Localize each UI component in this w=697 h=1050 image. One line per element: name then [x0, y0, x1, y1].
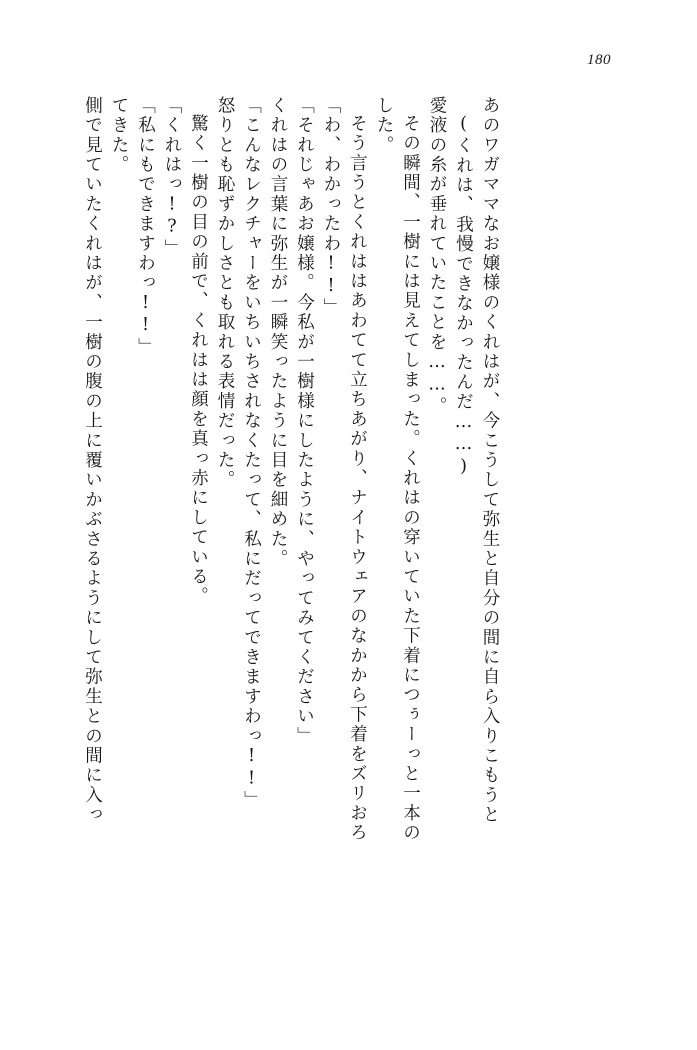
text-line: した。 — [374, 96, 394, 156]
text-line: 「私にもできますわっ!!」 — [135, 96, 156, 358]
text-line: 「こんなレクチャーをいちいちされなくたって、私にだってできますわっ!!」 — [241, 96, 262, 811]
page-number: 180 — [587, 52, 611, 68]
vertical-text-block — [74, 96, 619, 981]
text-line: あのワガママなお嬢様のくれはが、今こうして弥生と自分の間に自ら入りこもうと — [480, 96, 500, 825]
text-line: 驚く一樹の目の前で、くれはは顔を真っ赤にしている。 — [188, 114, 209, 607]
text-line: 側で見ていたくれはが、一樹の腹の上に覆いかぶさるようにして弥生との間に入っ — [82, 96, 103, 825]
text-line: 「それじゃあお嬢様。今私が一樹様にしたように、やってみてください」 — [294, 96, 315, 747]
text-line: (くれは、我慢できなかったんだ……) — [453, 114, 474, 479]
text-line: その瞬間、一樹には見えてしまった。くれはの穿いていた下着につぅーっと一本の — [400, 114, 421, 843]
text-line: 「くれはっ!?」 — [162, 96, 182, 259]
text-line: 「わ、わかったわ!!」 — [321, 96, 341, 318]
text-line: 怒りとも恥ずかしさとも取れる表情だった。 — [215, 96, 235, 490]
text-line: てきた。 — [109, 96, 129, 175]
text-line: そう言うとくれははあわてて立ちあがり、ナイトウェアのなかから下着をズリおろ — [347, 114, 368, 843]
text-line: 愛液の糸が垂れていたことを……。 — [427, 96, 447, 417]
text-line: くれはの言葉に弥生が一瞬笑ったように目を細めた。 — [268, 96, 288, 569]
